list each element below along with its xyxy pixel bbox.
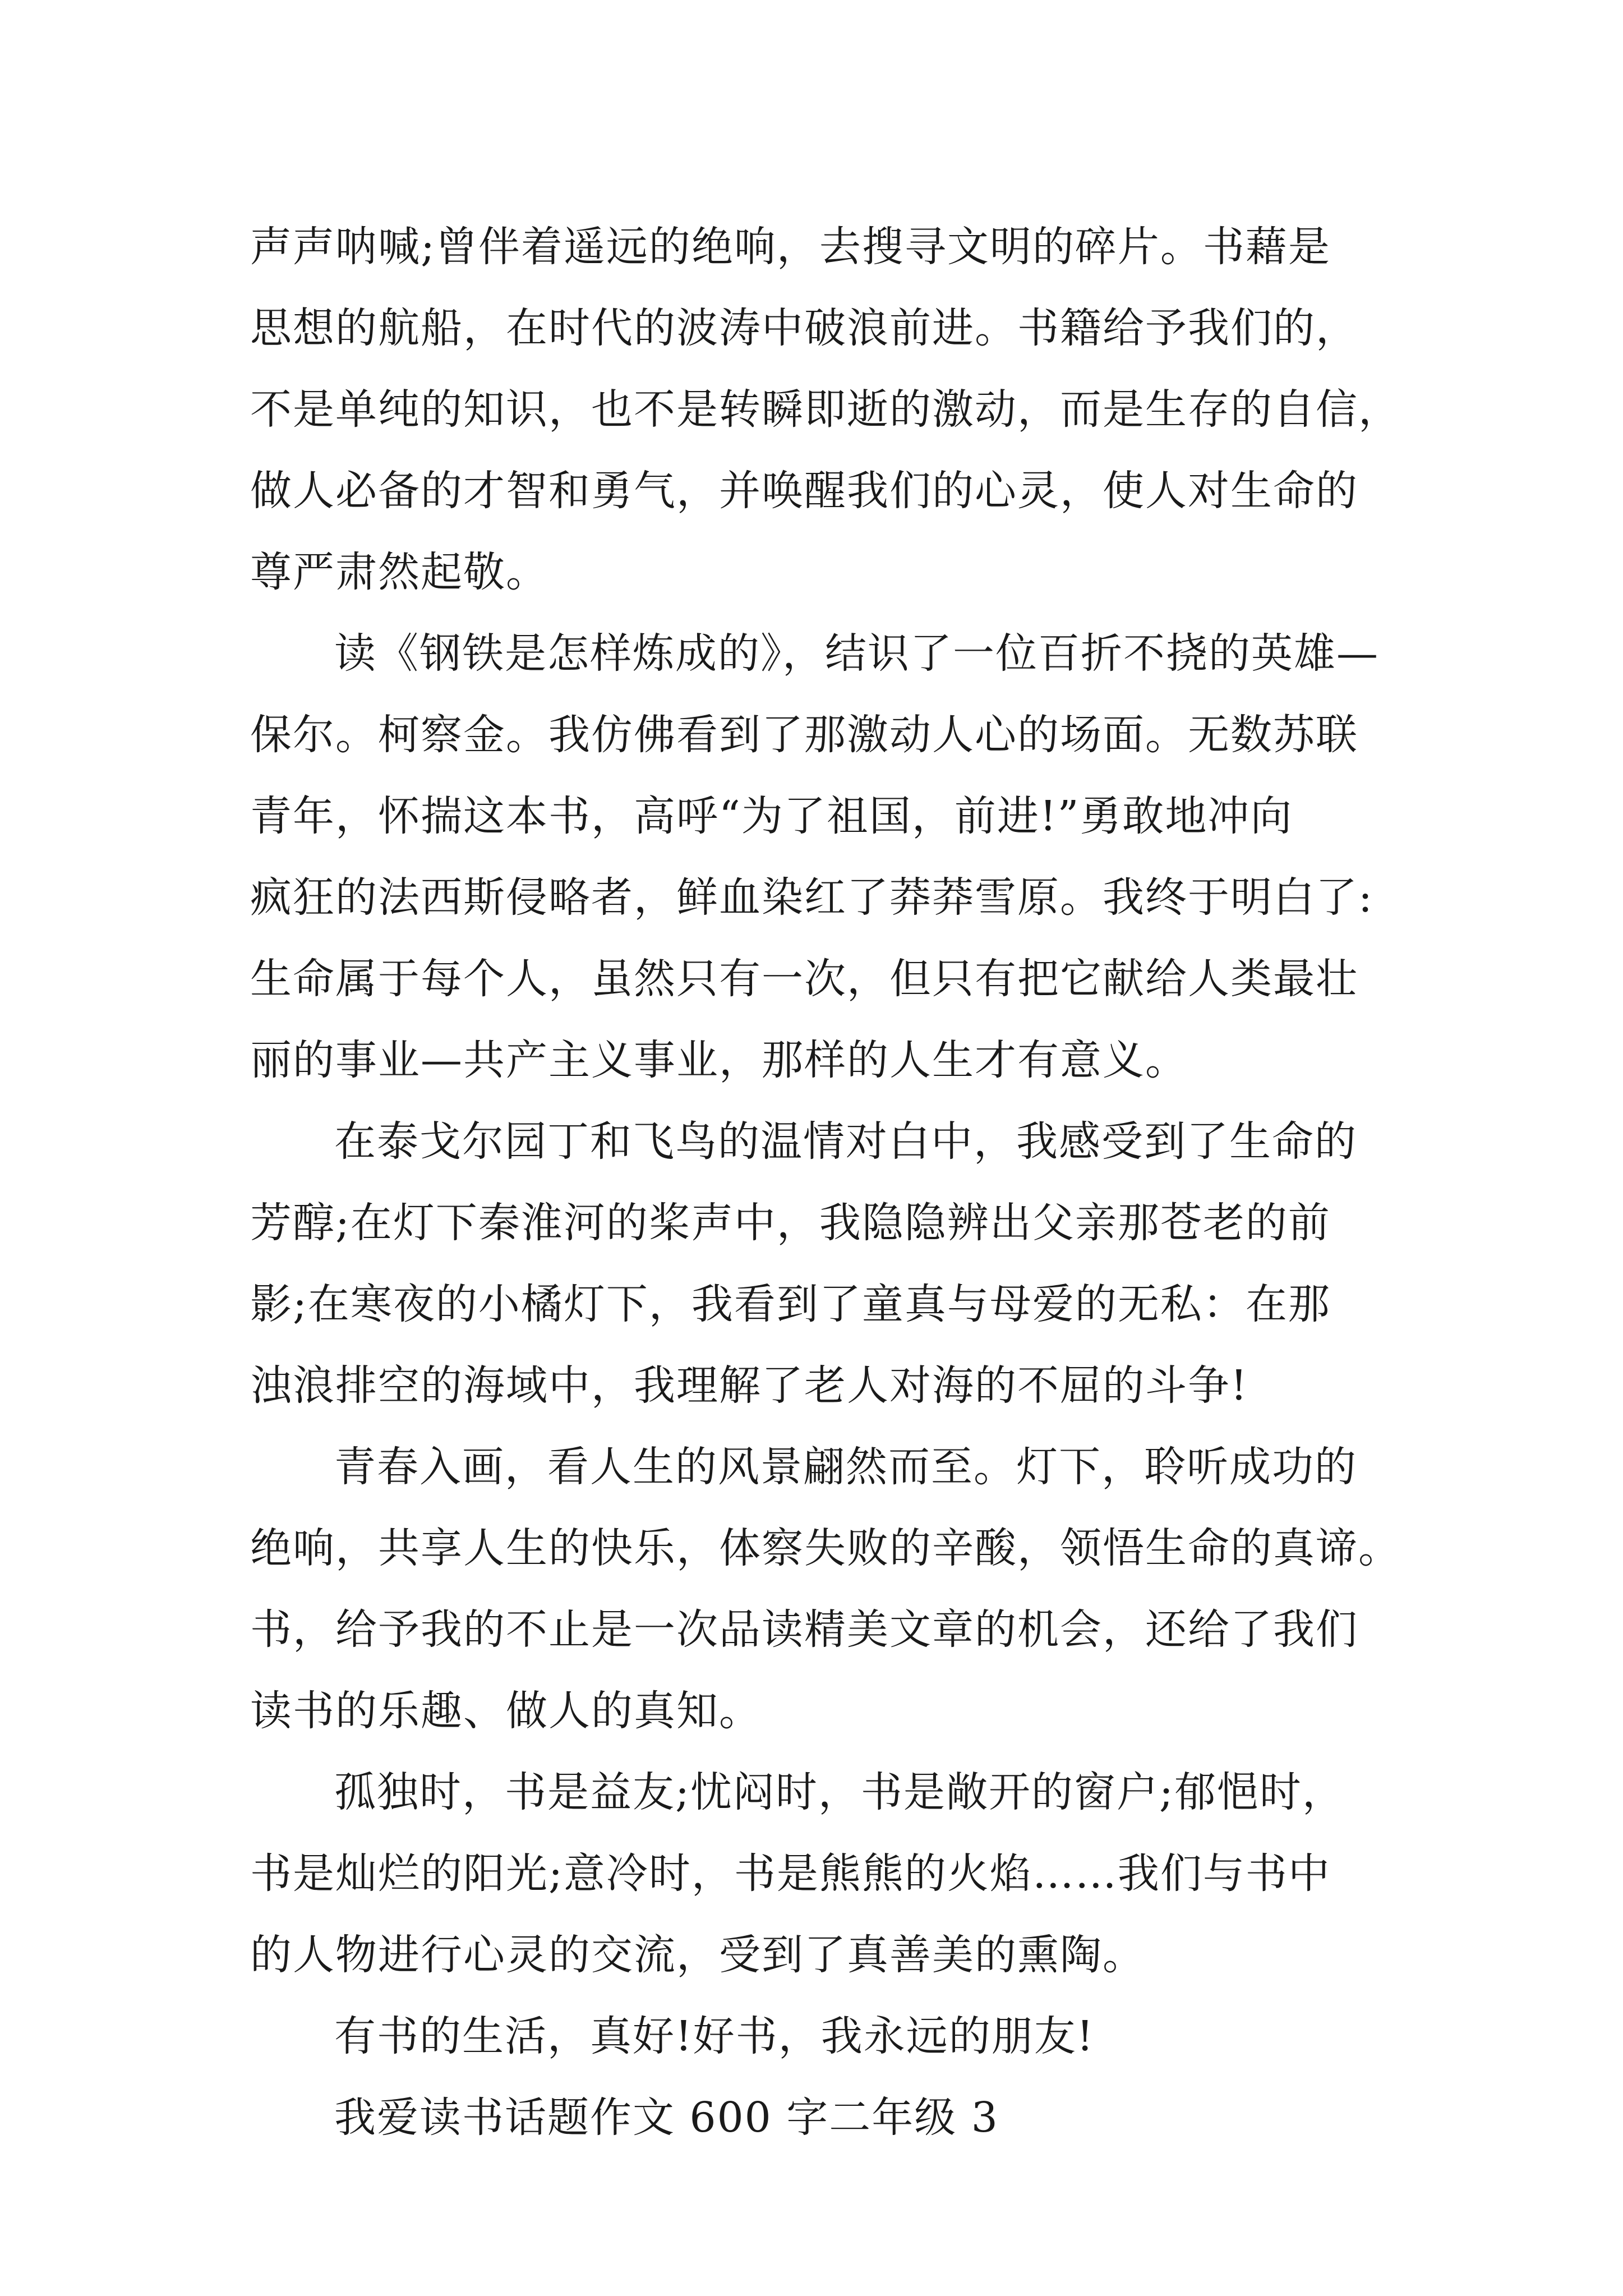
article-body [250,206,1401,2159]
text-line: 丽的事业—共产主义事业，那样的人生才有意义。 [250,1036,1188,1084]
text-line: 思想的航船，在时代的波涛中破浪前进。书籍给予我们的， [250,304,1358,352]
text-line: 不是单纯的知识，也不是转瞬即逝的激动，而是生存的自信， [250,385,1401,434]
text-line: 青年，怀揣这本书，高呼“为了祖国，前进!”勇敢地冲向 [250,792,1293,840]
text-line: 绝响，共享人生的快乐，体察失败的辛酸，领悟生命的真谛。 [250,1524,1401,1572]
text-line: 声声呐喊;曾伴着遥远的绝响，去搜寻文明的碎片。书藉是 [250,223,1331,271]
text-line: 书，给予我的不止是一次品读精美文章的机会，还给了我们 [250,1605,1358,1654]
text-line: 有书的生活，真好!好书，我永远的朋友! [334,2012,1095,2060]
text-line: 孤独时，书是益友;忧闷时，书是敞开的窗户;郁悒时， [334,1768,1345,1816]
text-line: 疯狂的法西斯侵略者，鲜血染红了莽莽雪原。我终于明白了: [250,873,1373,922]
text-line: 读书的乐趣、做人的真知。 [250,1687,762,1735]
text-line: 青春入画，看人生的风景翩然而至。灯下，聆听成功的 [334,1443,1357,1491]
text-line: 生命属于每个人，虽然只有一次，但只有把它献给人类最壮 [250,955,1358,1003]
text-line: 尊严肃然起敬。 [250,548,548,596]
text-line: 在泰戈尔园丁和飞鸟的温情对白中，我感受到了生命的 [334,1117,1357,1166]
text-line: 芳醇;在灯下秦淮河的桨声中，我隐隐辨出父亲那苍老的前 [250,1199,1331,1247]
text-line: 影;在寒夜的小橘灯下，我看到了童真与母爱的无私：在那 [250,1280,1331,1328]
text-line: 书是灿烂的阳光;意冷时，书是熊熊的火焰……我们与书中 [250,1849,1331,1898]
text-line: 我爱读书话题作文 600 字二年级 3 [334,2093,999,2142]
text-line: 保尔。柯察金。我仿佛看到了那激动人心的场面。无数苏联 [250,711,1358,759]
text-line: 做人必备的才智和勇气，并唤醒我们的心灵，使人对生命的 [250,467,1358,515]
text-line: 读《钢铁是怎样炼成的》，结识了一位百折不挠的英雄— [334,629,1379,678]
text-line: 的人物进行心灵的交流，受到了真善美的熏陶。 [250,1931,1145,1979]
text-line: 浊浪排空的海域中，我理解了老人对海的不屈的斗争! [250,1361,1248,1410]
